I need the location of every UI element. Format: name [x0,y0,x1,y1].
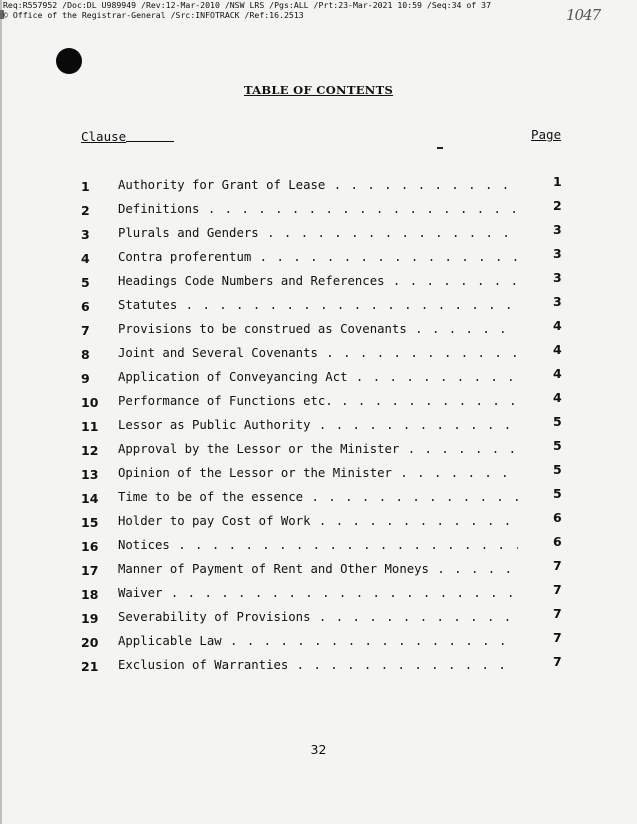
clause-number: 7 [81,323,90,338]
clause-page: 5 [553,486,562,501]
toc-entry [0,292,637,316]
toc-entry [0,340,637,364]
clause-page: 5 [553,462,562,477]
toc-entry [0,316,637,340]
clause-number: 6 [81,299,90,314]
header-line-1: Req:R557952 /Doc:DL U989949 /Rev:12-Mar-2010 /NSW LRS /Pgs:ALL /Prt:23-Mar-2021 10:59 /Seq:34 of 37 [3,0,491,10]
clause-title: Waiver . . . [118,586,518,600]
clause-title: Provisions to be construed as Covenants . . . [118,322,518,336]
header-line-2: © Office of the Registrar-General /Src:INFOTRACK /Ref:16.2513 [3,9,304,20]
clause-page: 7 [553,630,562,645]
toc-entry [0,172,637,196]
clause-number: 19 [81,611,99,626]
clause-page: 7 [553,654,562,669]
clause-number: 5 [81,275,90,290]
toc-entry [0,460,637,484]
toc-entry [0,508,637,532]
toc-entry [0,580,637,604]
clause-title: Severability of Provisions . . . [118,610,518,624]
clause-number: 13 [81,467,99,482]
clause-number: 12 [81,443,99,458]
clause-title: Opinion of the Lessor or the Minister . . . [118,466,518,480]
clause-title: Time to be of the essence . . . [118,490,518,504]
clause-title: Joint and Several Covenants . . . [118,346,518,360]
clause-number: 16 [81,539,99,554]
clause-title: Exclusion of Warranties . . . [118,658,518,672]
toc-entry [0,652,637,676]
clause-page: 4 [553,318,562,333]
toc-entry [0,556,637,580]
clause-number: 8 [81,347,90,362]
clause-title: Contra proferentum . . . [118,250,518,264]
toc-entry [0,484,637,508]
page-number: 32 [310,742,327,757]
clause-title: Definitions . . . [118,202,518,216]
page-title: TABLE OF CONTENTS [243,83,394,97]
clause-page: 5 [553,414,562,429]
clause-title: Authority for Grant of Lease . . . [118,178,518,192]
clause-page: 5 [553,438,562,453]
clause-title: Lessor as Public Authority . . . [118,418,518,432]
clause-title: Headings Code Numbers and References . . . [118,274,518,288]
toc-entry [0,268,637,292]
column-header-page: Page [531,127,562,142]
clause-number: 14 [81,491,99,506]
clause-page: 1 [553,174,562,189]
clause-page: 7 [553,606,562,621]
clause-number: 10 [81,395,99,410]
clause-number: 9 [81,371,90,386]
clause-page: 7 [553,582,562,597]
toc-entry [0,388,637,412]
clause-number: 2 [81,203,90,218]
clause-page: 4 [553,390,562,405]
clause-number: 4 [81,251,90,266]
toc-entry [0,604,637,628]
clause-title: Plurals and Genders . . . [118,226,518,240]
clause-title: Holder to pay Cost of Work . . . [118,514,518,528]
toc-entry [0,196,637,220]
clause-number: 18 [81,587,99,602]
toc-entry [0,364,637,388]
clause-number: 3 [81,227,90,242]
clause-title: Applicable Law . . . [118,634,518,648]
clause-page: 2 [553,198,562,213]
clause-page: 4 [553,366,562,381]
clause-title: Manner of Payment of Rent and Other Moneys . . . [118,562,518,576]
clause-label: Clause [81,129,127,144]
clause-title: Performance of Functions etc. . . . [118,394,518,408]
clause-page: 3 [553,294,562,309]
clause-page: 3 [553,270,562,285]
toc-entry [0,244,637,268]
clause-number: 11 [81,419,99,434]
clause-page: 3 [553,222,562,237]
clause-page: 6 [553,534,562,549]
clause-page: 3 [553,246,562,261]
clause-title: Statutes . . . [118,298,518,312]
clause-page: 7 [553,558,562,573]
handwritten-annotation: 1047 [566,6,601,24]
clause-title: Application of Conveyancing Act . . . [118,370,518,384]
toc-entry [0,532,637,556]
clause-page: 6 [553,510,562,525]
clause-title: Notices . . . [118,538,518,552]
clause-number: 20 [81,635,99,650]
toc-entry [0,220,637,244]
clause-page: 4 [553,342,562,357]
clause-number: 17 [81,563,99,578]
clause-number: 1 [81,179,90,194]
toc-entry [0,436,637,460]
clause-number: 21 [81,659,99,674]
toc-entry [0,412,637,436]
clause-number: 15 [81,515,99,530]
clause-title: Approval by the Lessor or the Minister . . . [118,442,518,456]
toc-entry [0,628,637,652]
